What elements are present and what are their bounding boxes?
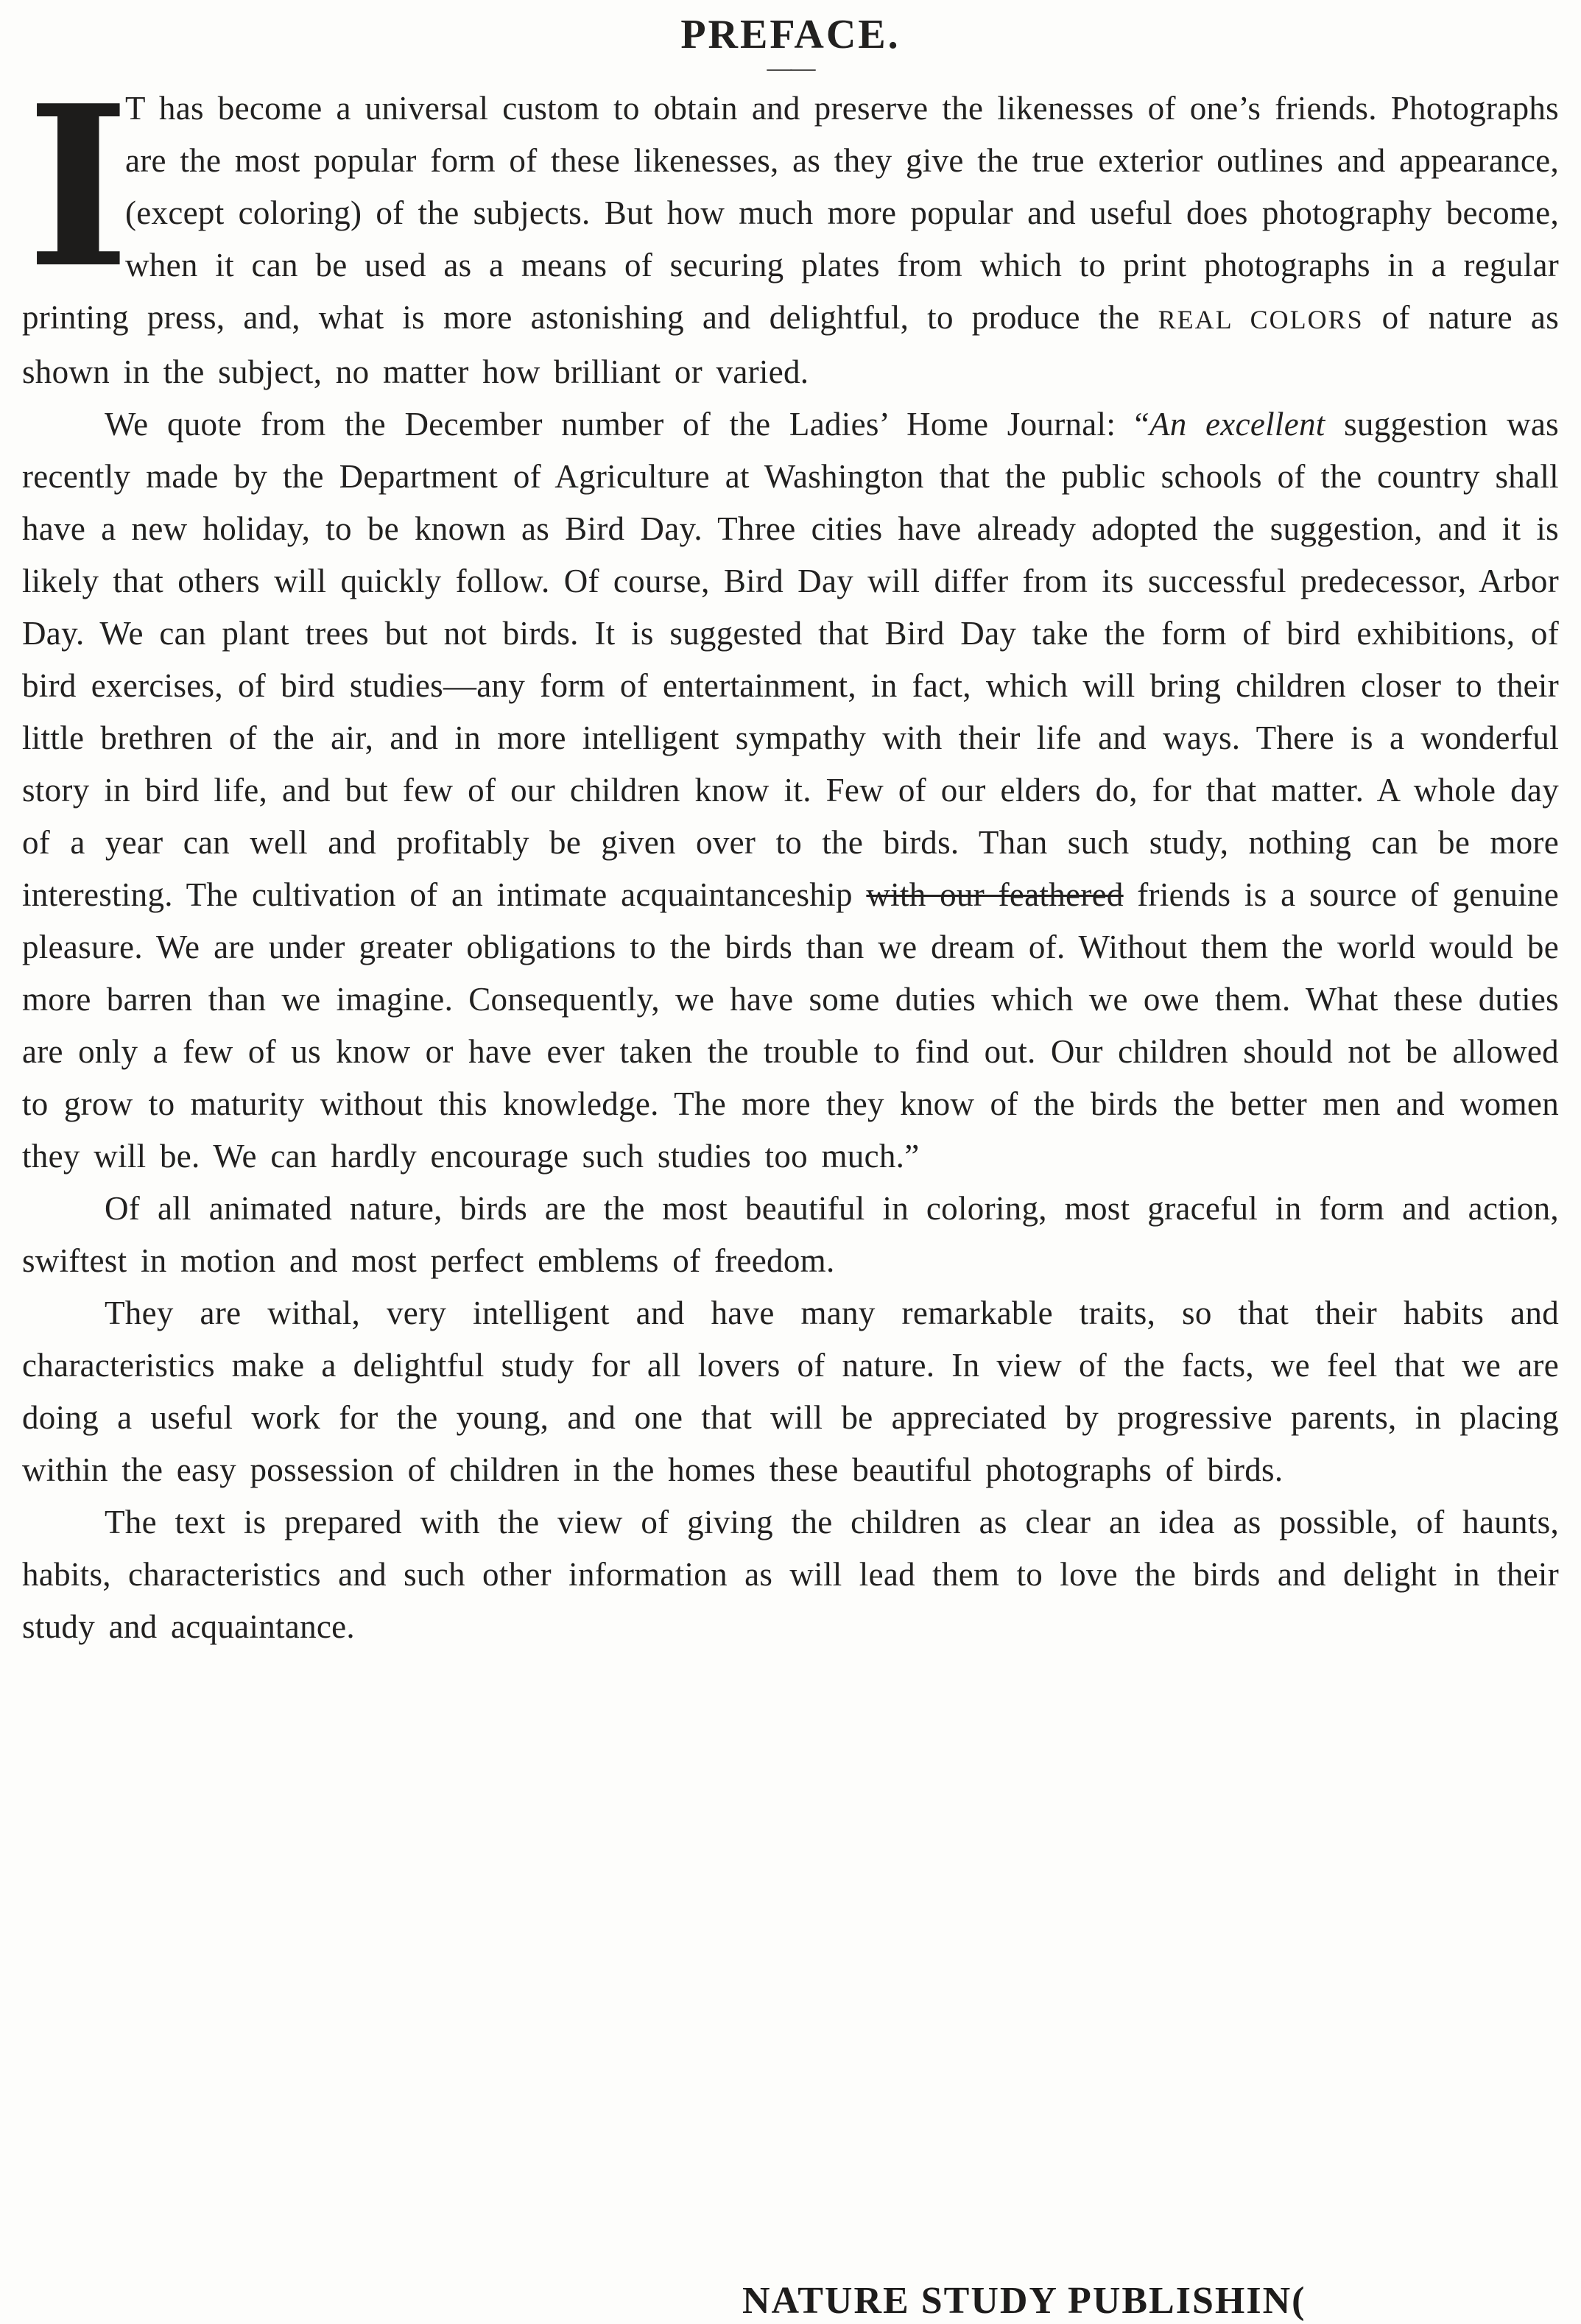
publisher-imprint: NATURE STUDY PUBLISHIN( <box>742 2280 1306 2322</box>
title-divider: —— <box>767 54 814 82</box>
paragraph-2-lead: We quote from the December number of the Ladies’ Home Journal: “ <box>105 406 1149 443</box>
paragraph-1 <box>22 57 1560 398</box>
paragraph-2-mid: suggestion was recently made by the Department of Agriculture at Washington that the public schools of the country shall have a new holiday, to be known as Bird Day. Three cities have already adopted the suggestion, and it is likely that others will quickly follow. Of course, Bird Day will differ from its successful predecessor, Arbor Day. We can plant trees but not birds. It is suggested that Bird Day take the form of bird exhibitions, of bird exercises, of bird studies—any form of entertainment, in fact, which will bring children closer to their little brethren of the air, and in more intelligent sympathy with their life and ways. There is a wonderful story in bird life, and but few of our children know it. Few of our elders do, for that matter. A whole day of a year can well and profitably be given over to the birds. Than such study, nothing can be more interesting. The cultivation of an intimate acquaintanceship <box>22 406 1559 913</box>
paragraph-2-tail: friends is a source of genuine pleasure. We are under greater obligations to the birds than we dream of. Without them the world would be more barren than we imagine. Consequently, we have some duties which we owe them. What these duties are only a few of us know or have ever taken the trouble to find out. Our children should not be allowed to grow to maturity without this knowledge. The more they know of the birds the better men and women they will be. We can hardly encourage such studies too much.” <box>22 876 1559 1175</box>
paragraph-1-tail: of nature as shown in the subject, no matter how brilliant or varied. <box>22 299 1560 390</box>
paragraph-2 <box>22 398 1559 1183</box>
paragraph-1-lead: T has become a universal custom to obtain and preserve the likenesses of one’s friends. Photographs are the most popular form of these likenesses, as they give the true exterior outlines and appearance, (except coloring) of the subjects. But how much more popular and useful does photography become, when it can be used as a means of securing plates from which to print photographs in a regular printing press, and, what is more astonishing and delightful, to produce the <box>22 90 1559 336</box>
page-title: PREFACE. <box>680 12 901 57</box>
paragraph-4: They are withal, very intelligent and have many remarkable traits, so that their habits and characteristics make a delightful study for all lovers of nature. In view of the facts, we feel that we are doing a useful work for the young, and one that will be appreciated by progressive parents, in placing within the easy possession of children in the homes these beautiful photographs of birds. <box>22 1295 1559 1488</box>
paragraph-5: The text is prepared with the view of giving the children as clear an idea as possible, of haunts, habits, characteristics and such other information as will lead them to love the birds and delight in their study and acquaintance. <box>22 1504 1559 1645</box>
paragraph-2-italic: An excellent <box>1149 406 1325 443</box>
paragraph-1-smallcaps: REAL COLORS <box>1158 305 1364 334</box>
paragraph-2-struck-words: with our feathered <box>866 876 1124 913</box>
drop-cap-initial: I <box>27 57 130 317</box>
preface-body <box>22 57 1560 1653</box>
paragraph-3: Of all animated nature, birds are the most beautiful in coloring, most graceful in form and action, swiftest in motion and most perfect emblems of freedom. <box>22 1190 1559 1279</box>
